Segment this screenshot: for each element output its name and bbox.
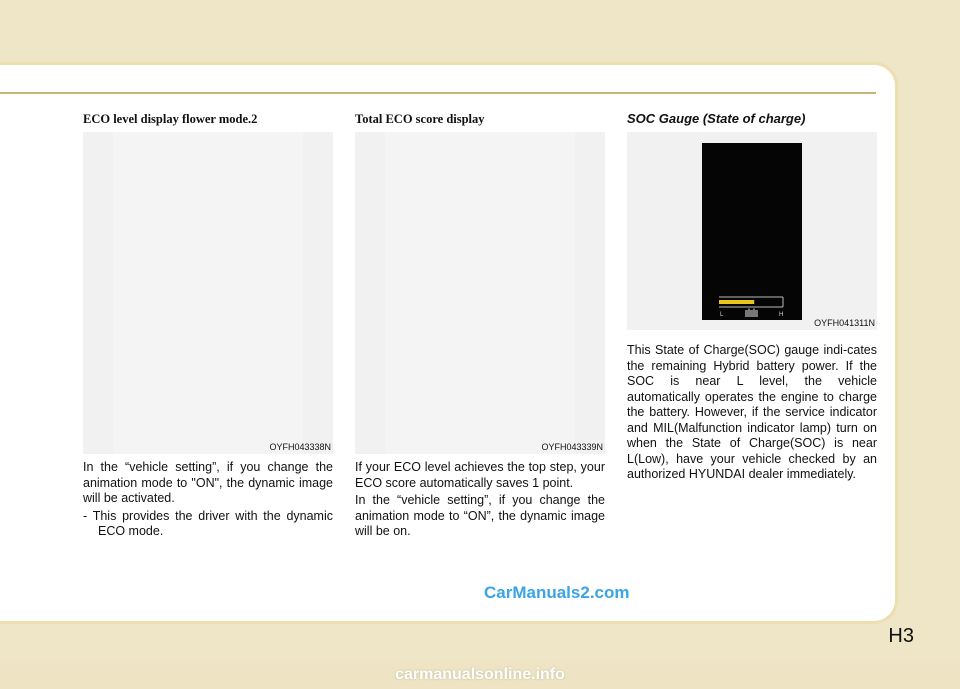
figure-code: OYFH043338N [269,442,331,452]
gauge-low-label: L [720,312,724,318]
header-rule [0,92,876,94]
gauge-high-label: H [779,312,784,318]
page-number: H3 [888,625,914,647]
figure-eco-flower [83,132,333,454]
figure-code: OYFH043339N [541,442,603,452]
body-paragraph: In the “vehicle setting”, if you change the animation mode to "ON", the dynamic image will be activated. [83,460,333,505]
body-paragraph: If your ECO level achieves the top step, your ECO score automatically saves 1 point. [355,460,605,490]
battery-terminal-icon [748,309,750,311]
figure-code: OYFH041311N [814,318,875,328]
watermark-link[interactable]: CarManuals2.com [484,583,630,602]
section-heading-soc-gauge: SOC Gauge (State of charge) [627,111,806,126]
section-heading-eco-flower: ECO level display flower mode.2 [83,112,258,126]
gauge-fill-bar [719,300,754,304]
column-eco-score [355,110,605,540]
figure-image-area [385,132,575,454]
soc-gauge-icon [717,292,787,320]
body-paragraph: This State of Charge(SOC) gauge indi-cates the remaining Hybrid battery power. If the SOC is near L level, the vehicle automatically operates the engine to charge the battery. However, if the service indicator and MIL(Malfunction indicator lamp) turn on when the State of Charge(SOC) is near L(Low), have your vehicle checked by an authorized HYUNDAI dealer immediately. [627,343,877,481]
figure-image-area [113,132,303,454]
battery-icon [745,310,758,317]
bullet-item: - This provides the driver with the dynamic ECO mode. [83,508,333,538]
column-eco-flower [83,110,333,540]
figure-eco-score [355,132,605,454]
footer-watermark: carmanualsonline.info [0,661,960,689]
figure-soc-gauge [627,132,877,330]
battery-terminal-icon [753,309,755,311]
section-heading-eco-score: Total ECO score display [355,112,485,126]
body-paragraph: In the “vehicle setting”, if you change the animation mode to “ON”, the dynamic image will be on. [355,493,605,538]
column-soc-gauge [627,110,877,483]
